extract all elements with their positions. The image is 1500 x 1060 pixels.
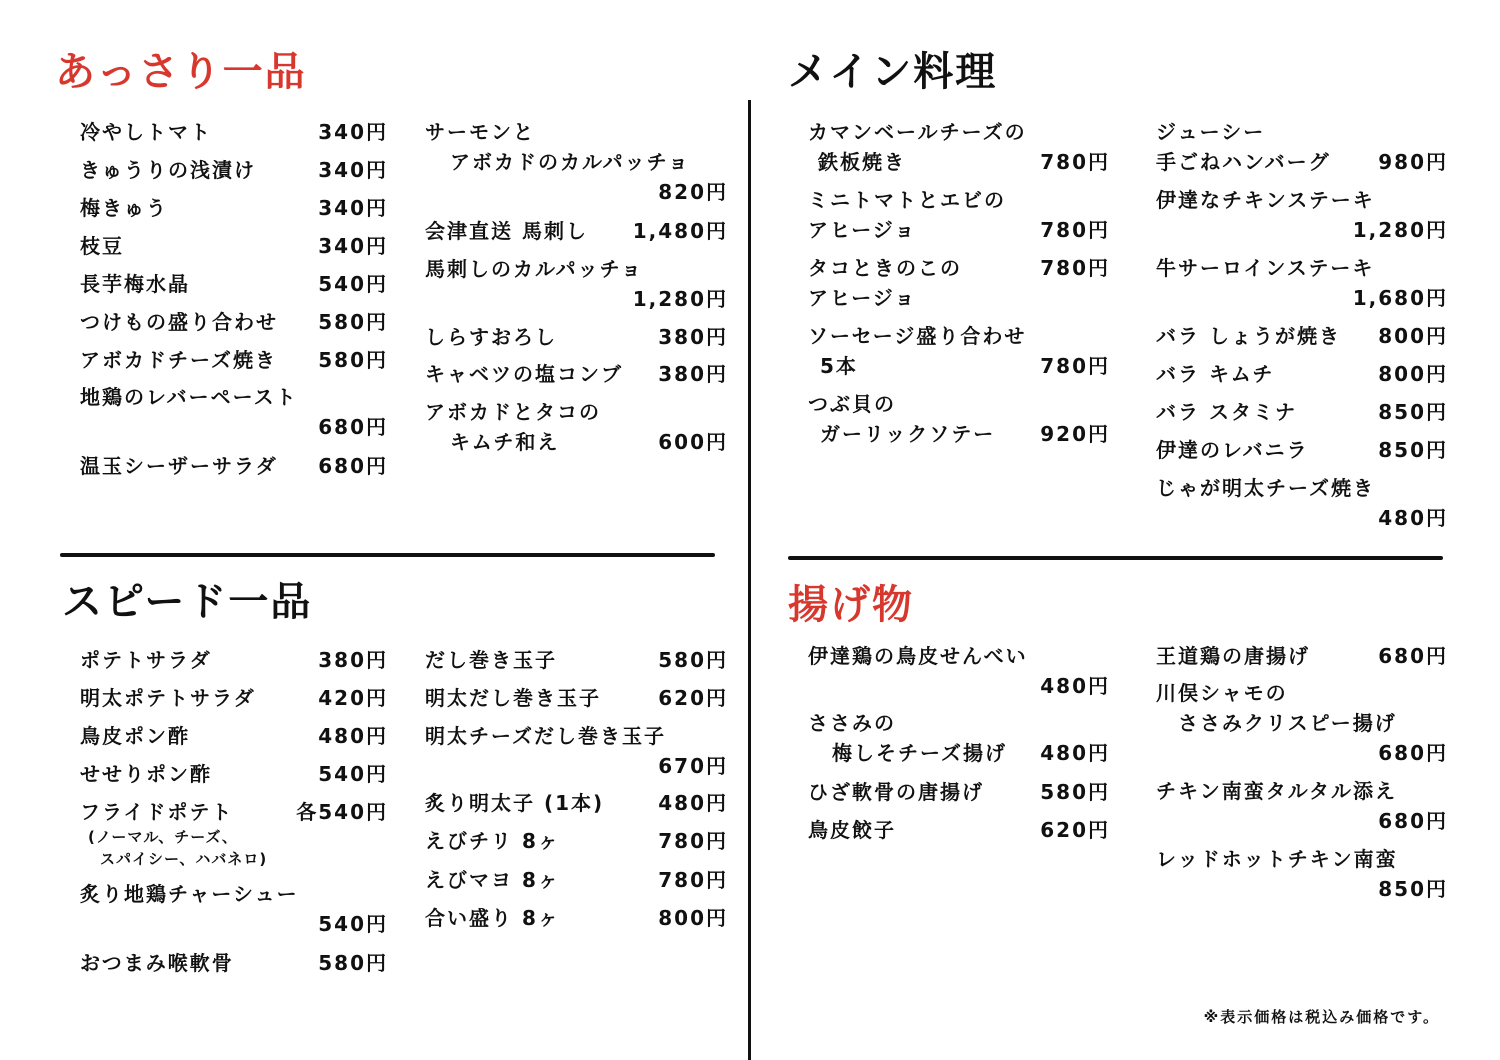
speed-column-1: ポテトサラダ 380円 明太ポテトサラダ 420円 鳥皮ポン酢 480円 せせりポン酢 540円 フライドポテト 各540円 (ノーマル、チーズ、 スパイシー、ハバネロ) 炙り地鶏チャーシュー 540円 おつまみ喉軟骨 580円 xyxy=(80,648,388,975)
main-column-2: ジューシー 手ごねハンバーグ 980円 伊達なチキンステーキ 1,280円 牛サーロインステーキ 1,680円 バラ しょうが焼き 800円 バラ キムチ 800円 バラ スタミナ 850円 伊達のレバニラ 850円 じゃが明太チーズ焼き 480円 xyxy=(1156,120,1448,530)
section-title-assari: あっさり一品 xyxy=(55,49,307,95)
tax-note: ※表示価格は税込み価格です。 xyxy=(1203,1008,1440,1026)
section-title-main: メイン料理 xyxy=(788,49,998,95)
agemono-column-1: 伊達鶏の鳥皮せんべい 480円 ささみの 梅しそチーズ揚げ 480円 ひざ軟骨の唐揚げ 580円 鳥皮餃子 620円 xyxy=(808,644,1110,842)
section-title-agemono: 揚げ物 xyxy=(788,582,914,628)
main-column-1: カマンベールチーズの 鉄板焼き 780円 ミニトマトとエビの アヒージョ 780円 タコときのこの アヒージョ 780円 ソーセージ盛り合わせ 5本 780円 つぶ貝の ガーリックソテー 920円 xyxy=(808,120,1110,446)
assari-column-1: 冷やしトマト 340円 きゅうりの浅漬け 340円 梅きゅう 340円 枝豆 340円 長芋梅水晶 540円 つけもの盛り合わせ 580円 アボカドチーズ焼き 580円 地鶏のレバーペースト 680円 温玉シーザーサラダ 680円 xyxy=(80,120,388,478)
section-title-speed: スピード一品 xyxy=(62,579,313,625)
assari-column-2: サーモンと アボカドのカルパッチョ 820円 会津直送 馬刺し 1,480円 馬刺しのカルパッチョ 1,280円 しらすおろし 380円 キャベツの塩コンブ 380円 アボカドとタコの キムチ和え 600円 xyxy=(425,120,728,454)
vertical-divider xyxy=(748,100,751,1060)
speed-column-2: だし巻き玉子 580円 明太だし巻き玉子 620円 明太チーズだし巻き玉子 670円 炙り明太子 (1本) 480円 えびチリ 8ヶ 780円 えびマヨ 8ヶ 780円 合い盛り 8ヶ 800円 xyxy=(425,648,728,930)
agemono-column-2: 王道鶏の唐揚げ 680円 川俣シャモの ささみクリスピー揚げ 680円 チキン南蛮タルタル添え 680円 レッドホットチキン南蛮 850円 xyxy=(1156,644,1448,901)
